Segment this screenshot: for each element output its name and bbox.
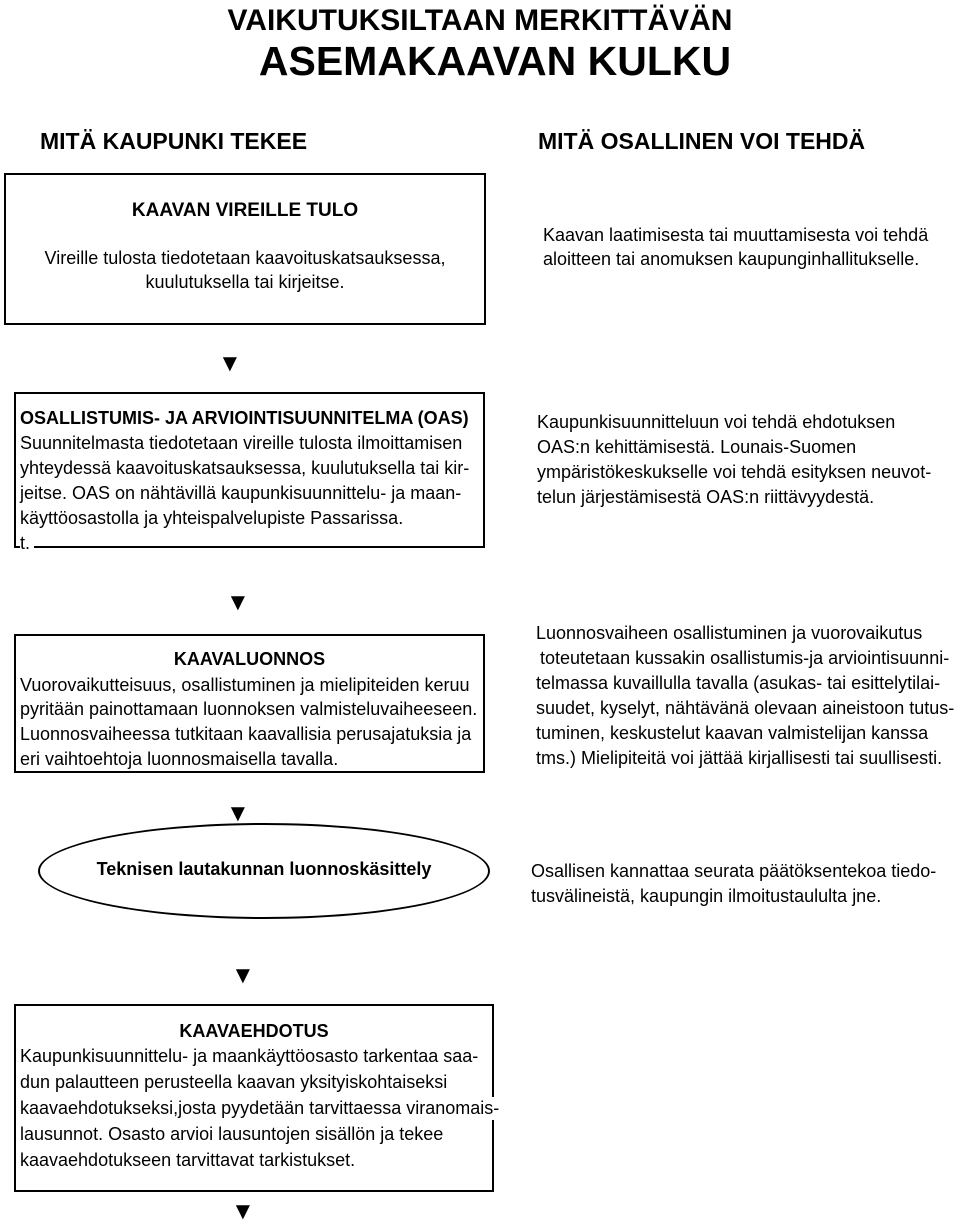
step5-line3: kaavaehdotukseksi,josta pyydetään tarvittaessa viranomais- (20, 1098, 500, 1118)
step1-line1: Vireille tulosta tiedotetaan kaavoituskatsauksessa, (44, 248, 446, 268)
left-column-heading: MITÄ KAUPUNKI TEKEE (40, 128, 308, 154)
step3-right-line4: suudet, kyselyt, nähtävänä olevaan aineistoon tutus- (536, 698, 955, 718)
step5-line4: lausunnot. Osasto arvioi lausuntojen sisällön ja tekee (20, 1124, 444, 1144)
step2-right-line4: telun järjestämisestä OAS:n riittävyydestä. (537, 487, 875, 507)
flow-arrow-down-icon: ▼ (218, 350, 242, 377)
flow-arrow-down-icon: ▼ (226, 589, 250, 616)
step3-right-line2: toteutetaan kussakin osallistumis-ja arviointisuunni- (540, 648, 950, 668)
step4-right-line2: tusvälineistä, kaupungin ilmoitustaululta jne. (531, 886, 882, 906)
step2-line2: yhteydessä kaavoituskatsauksessa, kuulutuksella tai kir- (20, 458, 470, 478)
step1-right-line1: Kaavan laatimisesta tai muuttamisesta voi tehdä (543, 225, 929, 245)
step3-right-line1: Luonnosvaiheen osallistuminen ja vuorovaikutus (536, 623, 923, 643)
flow-arrow-down-icon: ▼ (231, 962, 255, 989)
step2-right-line3: ympäristökeskukselle voi tehdä esityksen neuvot- (537, 462, 932, 482)
step2-title: OSALLISTUMIS- JA ARVIOINTISUUNNITELMA (OAS) (20, 408, 469, 428)
flow-arrow-down-icon: ▼ (231, 1198, 255, 1225)
step4-right-line1: Osallisen kannattaa seurata päätöksentekoa tiedo- (531, 861, 937, 881)
step3-line1: Vuorovaikutteisuus, osallistuminen ja mielipiteiden keruu (20, 675, 470, 695)
page-title-line1: VAIKUTUKSILTAAN MERKITTÄVÄN (227, 4, 733, 37)
step2-right-line1: Kaupunkisuunnitteluun voi tehdä ehdotuksen (537, 412, 896, 432)
step1-line2: kuulutuksella tai kirjeitse. (145, 272, 345, 292)
step1-right-line2: aloitteen tai anomuksen kaupunginhallitukselle. (543, 249, 920, 269)
step5-line5: kaavaehdotukseen tarvittavat tarkistukset. (20, 1150, 356, 1170)
step3-right-line3: telmassa kuvaillulla tavalla (asukas- tai esittelytilai- (536, 673, 941, 693)
step3-line3: Luonnosvaiheessa tutkitaan kaavallisia perusajatuksia ja (20, 724, 472, 744)
step5-title: KAAVAEHDOTUS (179, 1021, 329, 1041)
step2-line4: käyttöosastolla ja yhteispalvelupiste Passarissa. (20, 508, 404, 528)
step2-line5: t. (20, 532, 34, 555)
right-column-heading: MITÄ OSALLINEN VOI TEHDÄ (538, 128, 866, 154)
step5-line1: Kaupunkisuunnittelu- ja maankäyttöosasto tarkentaa saa- (20, 1046, 479, 1066)
flow-arrow-down-icon: ▼ (226, 800, 250, 827)
step3-right-line6: tms.) Mielipiteitä voi jättää kirjallisesti tai suullisesti. (536, 748, 943, 768)
page-title-line2: ASEMAKAAVAN KULKU (258, 38, 732, 84)
step3-line4: eri vaihtoehtoja luonnosmaisella tavalla. (20, 749, 339, 769)
step2-line1: Suunnitelmasta tiedotetaan vireille tulosta ilmoittamisen (20, 433, 463, 453)
step1-title: KAAVAN VIREILLE TULO (131, 200, 359, 221)
step3-right-line5: tuminen, keskustelut kaavan valmistelijan kanssa (536, 723, 929, 743)
step2-right-line2: OAS:n kehittämisestä. Lounais-Suomen (537, 437, 857, 457)
step5-line2: dun palautteen perusteella kaavan yksityiskohtaiseksi (20, 1072, 448, 1092)
step4-title: Teknisen lautakunnan luonnoskäsittely (96, 859, 432, 879)
step2-line3: jeitse. OAS on nähtävillä kaupunkisuunnittelu- ja maan- (20, 483, 462, 503)
step3-line2: pyritään painottamaan luonnoksen valmisteluvaiheeseen. (20, 699, 478, 719)
step3-title: KAAVALUONNOS (173, 649, 326, 669)
